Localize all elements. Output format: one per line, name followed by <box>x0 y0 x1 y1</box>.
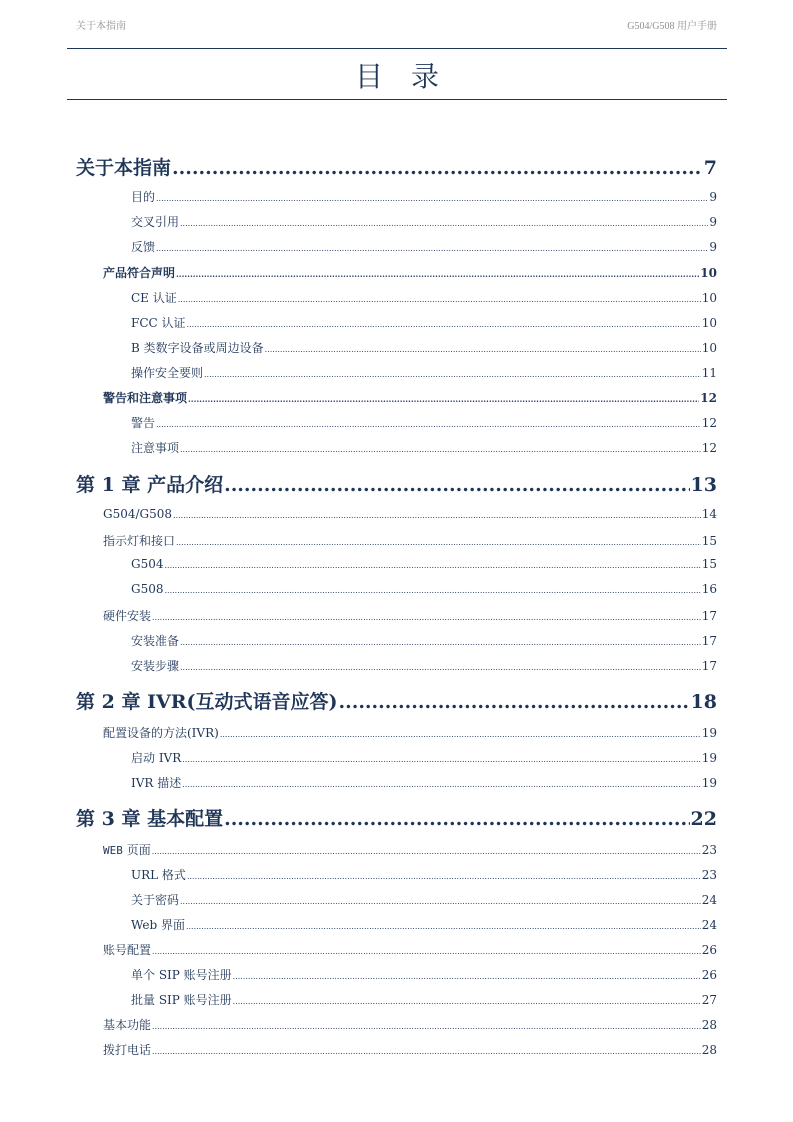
toc-entry-page: 17 <box>701 634 717 648</box>
toc-entry-title: G504/G508 <box>103 507 173 521</box>
toc-entry-page: 22 <box>690 808 717 830</box>
toc-entry-page: 19 <box>701 751 717 765</box>
toc-entry[interactable] <box>131 238 717 254</box>
toc-entry-title: 启动 IVR <box>131 751 182 765</box>
toc-entry-section[interactable] <box>103 264 717 280</box>
toc-entry[interactable] <box>131 314 717 330</box>
toc-leader-dots <box>338 691 689 713</box>
toc-entry-page: 19 <box>701 726 717 740</box>
toc-entry-title: 第 1 章 产品介绍 <box>76 474 224 496</box>
toc-leader-dots <box>180 663 701 672</box>
toc-entry-chapter[interactable] <box>76 153 717 177</box>
toc-entry[interactable] <box>131 891 717 907</box>
toc-entry-page: 10 <box>701 341 717 355</box>
toc-entry-page: 28 <box>701 1018 717 1032</box>
toc-leader-dots <box>182 755 700 764</box>
toc-entry[interactable] <box>131 339 717 355</box>
running-header <box>76 17 717 33</box>
toc-entry-page: 9 <box>709 190 717 204</box>
toc-entry-title: 反馈 <box>131 240 156 254</box>
toc-entry-section[interactable] <box>103 389 717 405</box>
toc-entry-page: 11 <box>701 366 717 380</box>
title-top-rule <box>67 48 727 49</box>
toc-entry-title: 安装准备 <box>131 634 180 648</box>
toc-leader-dots <box>173 511 701 520</box>
toc-entry[interactable] <box>131 414 717 430</box>
toc-entry-page: 9 <box>709 215 717 229</box>
toc-leader-dots <box>156 420 701 429</box>
header-section-name: 关于本指南 <box>76 21 126 32</box>
page-title: 目录 <box>354 60 467 93</box>
toc-entry-page: 16 <box>701 582 717 596</box>
toc-entry-page: 17 <box>701 609 717 623</box>
toc-entry-title: 拨打电话 <box>103 1043 152 1057</box>
toc-entry-title: B 类数字设备或周边设备 <box>131 341 264 355</box>
toc-entry-title: 注意事项 <box>131 441 180 455</box>
toc-entry-page: 9 <box>709 240 717 254</box>
toc-leader-dots <box>152 1047 701 1056</box>
toc-entry-page: 15 <box>701 534 717 548</box>
toc-entry-page: 15 <box>701 557 717 571</box>
toc-entry[interactable] <box>131 916 717 932</box>
toc-leader-dots <box>224 808 689 830</box>
toc-leader-dots <box>172 157 703 179</box>
toc-entry-title: 关于本指南 <box>76 157 172 179</box>
toc-entry-title: 第 2 章 IVR(互动式语音应答) <box>76 691 338 713</box>
toc-entry-page: 14 <box>701 507 717 521</box>
toc-entry[interactable] <box>131 774 717 790</box>
toc-entry-title: 配置设备的方法(IVR) <box>103 726 219 740</box>
toc-leader-dots <box>156 244 708 253</box>
toc-leader-dots <box>176 269 699 279</box>
toc-entry[interactable] <box>131 557 717 573</box>
toc-entry-chapter[interactable] <box>76 687 717 711</box>
toc-entry-title: Web 界面 <box>131 918 185 932</box>
toc-leader-dots <box>152 613 701 622</box>
toc-entry-page: 23 <box>701 843 717 857</box>
toc-entry-title: 账号配置 <box>103 943 152 957</box>
toc-entry-section[interactable] <box>103 841 717 857</box>
toc-entry-title: G508 <box>131 582 164 596</box>
toc-entry-section[interactable] <box>103 607 717 623</box>
toc-leader-dots <box>187 872 701 881</box>
toc-entry[interactable] <box>131 582 717 598</box>
toc-entry-page: 12 <box>700 391 717 405</box>
title-bottom-rule <box>67 99 727 100</box>
toc-leader-dots <box>152 847 701 856</box>
toc-entry-page: 24 <box>701 918 717 932</box>
toc-entry-title: 批量 SIP 账号注册 <box>131 993 232 1007</box>
toc-entry[interactable] <box>131 188 717 204</box>
toc-leader-dots <box>233 997 701 1006</box>
header-manual-name: G504/G508 用户手册 <box>627 21 717 32</box>
toc-entry-title <box>103 841 151 858</box>
toc-entry-title: G504 <box>131 557 164 571</box>
toc-entry[interactable] <box>131 749 717 765</box>
toc-entry-page: 10 <box>700 266 717 280</box>
toc-entry[interactable] <box>131 213 717 229</box>
toc-entry-title: URL 格式 <box>131 868 186 882</box>
toc-entry-section[interactable] <box>103 507 717 523</box>
toc-leader-dots <box>233 972 701 981</box>
toc-leader-dots <box>220 730 701 739</box>
toc-entry[interactable] <box>131 439 717 455</box>
toc-leader-dots <box>180 897 701 906</box>
toc-entry-title: 第 3 章 基本配置 <box>76 808 224 830</box>
toc-entry-section[interactable] <box>103 532 717 548</box>
toc-entry-title: 产品符合声明 <box>103 266 176 280</box>
toc-entry-page: 27 <box>701 993 717 1007</box>
toc-entry-title-rest: 页面 <box>126 843 151 857</box>
toc-entry-page: 28 <box>701 1043 717 1057</box>
toc-entry-title: 警告 <box>131 416 156 430</box>
toc-entry-title: FCC 认证 <box>131 316 186 330</box>
toc-entry-title: 交叉引用 <box>131 215 180 229</box>
toc-leader-dots <box>165 586 701 595</box>
toc-entry-title: 指示灯和接口 <box>103 534 176 548</box>
toc-entry-page: 12 <box>701 441 717 455</box>
toc-entry-title: IVR 描述 <box>131 776 182 790</box>
toc-leader-dots <box>187 320 701 329</box>
toc-entry[interactable] <box>131 866 717 882</box>
toc-leader-dots <box>180 638 701 647</box>
toc-entry-title: 安装步骤 <box>131 659 180 673</box>
toc-entry-section[interactable] <box>103 1041 717 1057</box>
toc-entry[interactable] <box>131 657 717 673</box>
toc-entry-chapter[interactable] <box>76 804 717 828</box>
toc-entry-page: 18 <box>690 691 717 713</box>
toc-entry-page: 26 <box>701 968 717 982</box>
toc-leader-dots <box>204 370 701 379</box>
toc-leader-dots <box>165 561 701 570</box>
toc-leader-dots <box>156 194 708 203</box>
toc-entry-chapter[interactable] <box>76 470 717 494</box>
toc-entry-title-prefix: WEB <box>103 844 123 857</box>
toc-leader-dots <box>152 947 701 956</box>
toc-leader-dots <box>186 922 701 931</box>
toc-leader-dots <box>182 780 700 789</box>
toc-entry-page: 19 <box>701 776 717 790</box>
toc-leader-dots <box>180 219 708 228</box>
toc-entry-page: 17 <box>701 659 717 673</box>
toc-entry-page: 12 <box>701 416 717 430</box>
toc-entry-section[interactable] <box>103 941 717 957</box>
toc-entry-page: 24 <box>701 893 717 907</box>
toc-entry-page: 23 <box>701 868 717 882</box>
toc-entry[interactable] <box>131 364 717 380</box>
toc-entry[interactable] <box>131 966 717 982</box>
toc-entry-title: 目的 <box>131 190 156 204</box>
toc-leader-dots <box>152 1022 701 1031</box>
toc-entry-title: 关于密码 <box>131 893 180 907</box>
toc-entry-title: 操作安全要则 <box>131 366 204 380</box>
toc-entry[interactable] <box>131 289 717 305</box>
toc-entry-title: CE 认证 <box>131 291 177 305</box>
toc-entry-title: 单个 SIP 账号注册 <box>131 968 232 982</box>
toc-leader-dots <box>178 295 701 304</box>
toc-entry-page: 13 <box>690 474 717 496</box>
toc-leader-dots <box>176 538 701 547</box>
toc-leader-dots <box>188 394 699 404</box>
toc-entry-section[interactable] <box>103 1016 717 1032</box>
toc-entry-title: 硬件安装 <box>103 609 152 623</box>
toc-leader-dots <box>180 445 701 454</box>
toc-entry-title: 警告和注意事项 <box>103 391 188 405</box>
toc-entry[interactable] <box>131 632 717 648</box>
toc-entry-page: 26 <box>701 943 717 957</box>
toc-entry-section[interactable] <box>103 724 717 740</box>
toc-entry[interactable] <box>131 991 717 1007</box>
toc-entry-title: 基本功能 <box>103 1018 152 1032</box>
toc-entry-page: 7 <box>703 157 717 179</box>
toc-entry-page: 10 <box>701 291 717 305</box>
toc-entry-page: 10 <box>701 316 717 330</box>
toc-leader-dots <box>224 474 689 496</box>
toc-leader-dots <box>265 345 701 354</box>
